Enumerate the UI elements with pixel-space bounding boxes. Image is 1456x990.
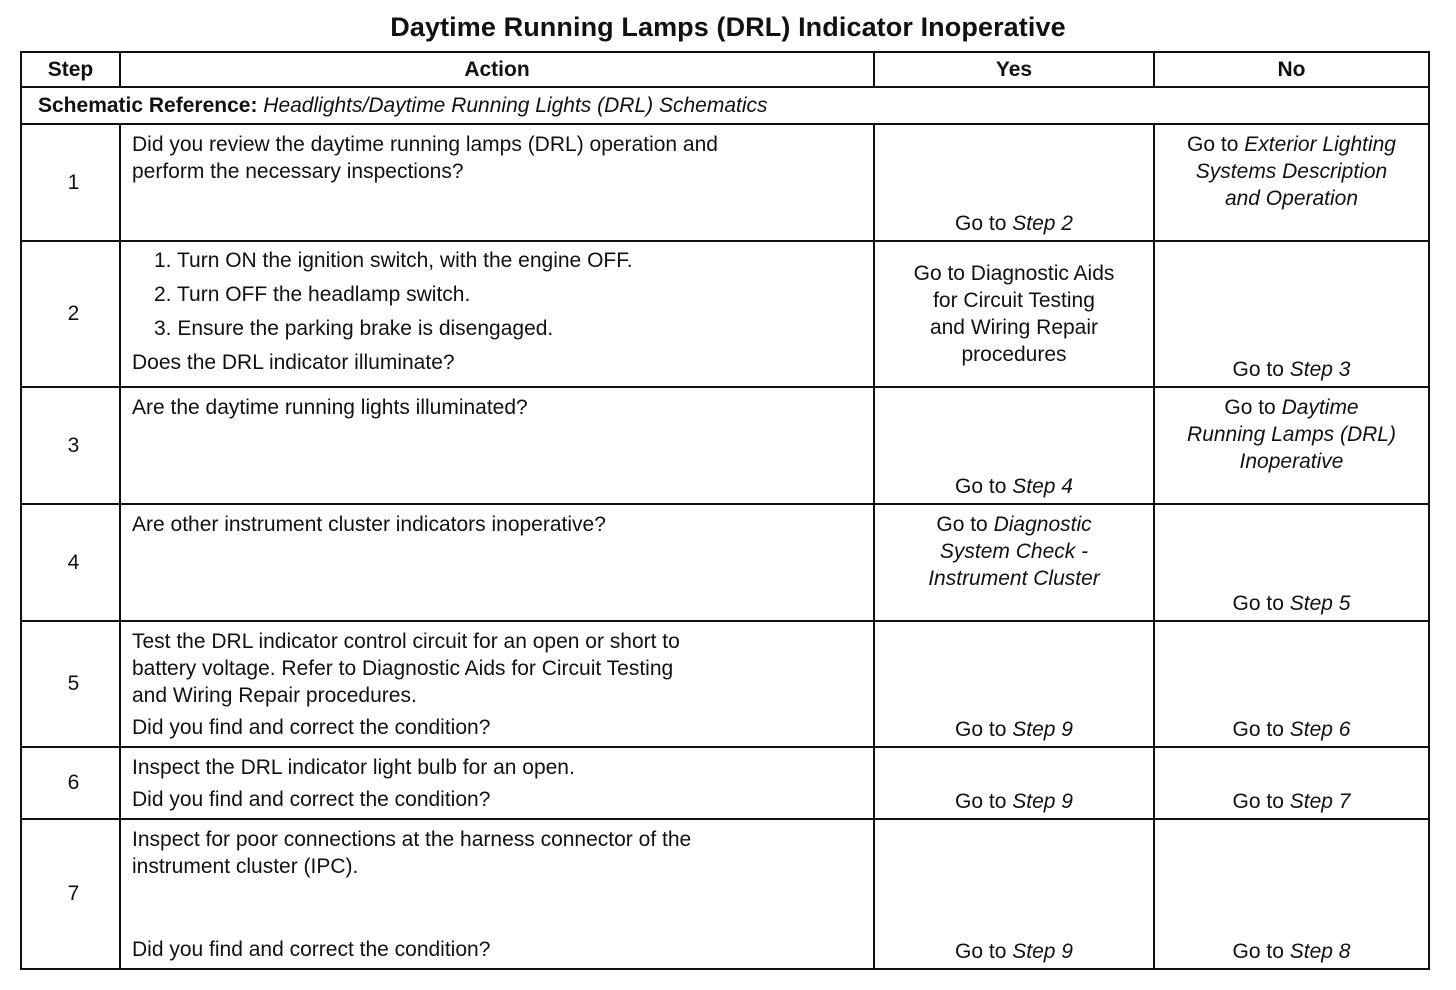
action-text: perform the necessary inspections? xyxy=(132,160,464,183)
yes-goto[interactable] xyxy=(875,212,1153,236)
goto-ref: Systems Description xyxy=(1195,160,1388,183)
goto-ref: Exterior Lighting xyxy=(1244,133,1396,156)
action-text: Test the DRL indicator control circuit for an open or short to xyxy=(132,630,680,653)
action-cell xyxy=(120,124,874,241)
step-number: 4 xyxy=(21,504,120,621)
yes-cell xyxy=(874,819,1154,969)
action-question: Does the DRL indicator illuminate? xyxy=(132,351,455,374)
action-question: Did you find and correct the condition? xyxy=(132,716,491,739)
action-text: Are other instrument cluster indicators inoperative? xyxy=(132,513,606,536)
yes-cell xyxy=(874,124,1154,241)
step-number: 1 xyxy=(21,124,120,241)
goto-ref: Running Lamps (DRL) xyxy=(1187,423,1396,446)
action-text: instrument cluster (IPC). xyxy=(132,855,359,878)
goto-ref: System Check - xyxy=(939,540,1089,563)
action-cell xyxy=(120,241,874,387)
goto-prefix: Go to xyxy=(955,212,1007,235)
no-cell xyxy=(1154,621,1429,747)
no-cell xyxy=(1154,241,1429,387)
goto-step-ref: Step 9 xyxy=(1012,790,1073,813)
schematic-reference-row xyxy=(21,87,1429,124)
goto-step-ref: Step 5 xyxy=(1289,592,1351,615)
yes-goto[interactable] xyxy=(875,475,1153,499)
action-text: Did you review the daytime running lamps (DRL) operation and xyxy=(132,133,718,156)
no-goto[interactable] xyxy=(1155,940,1428,964)
header-no: No xyxy=(1154,52,1429,87)
action-cell xyxy=(120,387,874,504)
step-number: 2 xyxy=(21,241,120,387)
goto-ref: Inoperative xyxy=(1239,450,1344,473)
yes-goto[interactable] xyxy=(875,718,1153,742)
procedure-step: 1. Turn ON the ignition switch, with the engine OFF. xyxy=(154,249,633,272)
goto-text: Go to Diagnostic Aids xyxy=(913,262,1115,285)
action-cell xyxy=(120,504,874,621)
goto-step-ref: Step 6 xyxy=(1289,718,1351,741)
goto-prefix: Go to xyxy=(955,475,1007,498)
no-goto[interactable] xyxy=(1155,592,1428,616)
goto-prefix: Go to xyxy=(1187,133,1239,156)
table-row xyxy=(21,747,1429,819)
goto-step-ref: Step 9 xyxy=(1012,718,1073,741)
goto-prefix: Go to xyxy=(1232,358,1284,381)
action-text: and Wiring Repair procedures. xyxy=(132,684,417,707)
yes-cell xyxy=(874,387,1154,504)
yes-goto[interactable] xyxy=(875,505,1153,592)
no-goto[interactable] xyxy=(1155,358,1428,382)
table-row xyxy=(21,387,1429,504)
table-row xyxy=(21,504,1429,621)
action-text: Inspect for poor connections at the harness connector of the xyxy=(132,828,692,851)
goto-step-ref: Step 7 xyxy=(1289,790,1351,813)
step-number: 3 xyxy=(21,387,120,504)
goto-prefix: Go to xyxy=(936,513,988,536)
no-cell xyxy=(1154,504,1429,621)
header-row xyxy=(21,52,1429,87)
goto-ref: Diagnostic xyxy=(993,513,1092,536)
no-goto[interactable] xyxy=(1155,790,1428,814)
goto-step-ref: Step 3 xyxy=(1289,358,1351,381)
step-number: 6 xyxy=(21,747,120,819)
goto-step-ref: Step 4 xyxy=(1012,475,1073,498)
no-goto[interactable] xyxy=(1155,125,1428,212)
action-question: Did you find and correct the condition? xyxy=(132,788,491,811)
goto-text: and Wiring Repair xyxy=(929,316,1099,339)
goto-text: procedures xyxy=(961,343,1067,366)
action-text: Inspect the DRL indicator light bulb for an open. xyxy=(132,756,575,779)
no-cell xyxy=(1154,747,1429,819)
action-cell xyxy=(120,819,874,969)
goto-prefix: Go to xyxy=(1232,940,1284,963)
no-goto[interactable] xyxy=(1155,718,1428,742)
goto-ref: Instrument Cluster xyxy=(928,567,1100,590)
yes-cell xyxy=(874,621,1154,747)
page-title: Daytime Running Lamps (DRL) Indicator Inoperative xyxy=(390,12,1066,42)
no-goto[interactable] xyxy=(1155,388,1428,475)
goto-ref: and Operation xyxy=(1224,187,1359,210)
no-cell xyxy=(1154,387,1429,504)
goto-step-ref: Step 9 xyxy=(1012,940,1073,963)
step-number: 7 xyxy=(21,819,120,969)
procedure-step: 3. Ensure the parking brake is disengaged. xyxy=(154,317,554,340)
goto-prefix: Go to xyxy=(1232,718,1284,741)
goto-prefix: Go to xyxy=(955,790,1007,813)
goto-prefix: Go to xyxy=(1232,790,1284,813)
goto-step-ref: Step 8 xyxy=(1289,940,1351,963)
goto-prefix: Go to xyxy=(955,718,1007,741)
header-action: Action xyxy=(120,52,874,87)
diagnostic-table xyxy=(20,51,1430,970)
yes-cell xyxy=(874,241,1154,387)
table-row xyxy=(21,241,1429,387)
goto-text: for Circuit Testing xyxy=(933,289,1095,312)
yes-cell xyxy=(874,747,1154,819)
no-cell xyxy=(1154,124,1429,241)
procedure-step: 2. Turn OFF the headlamp switch. xyxy=(154,283,471,306)
step-number: 5 xyxy=(21,621,120,747)
table-row xyxy=(21,819,1429,969)
yes-goto[interactable] xyxy=(875,242,1153,368)
action-question: Did you find and correct the condition? xyxy=(132,938,491,961)
schematic-reference-label: Schematic Reference: xyxy=(38,93,258,117)
goto-ref: Daytime xyxy=(1281,396,1359,419)
goto-prefix: Go to xyxy=(955,940,1007,963)
goto-prefix: Go to xyxy=(1224,396,1276,419)
table-row xyxy=(21,124,1429,241)
yes-cell xyxy=(874,504,1154,621)
goto-prefix: Go to xyxy=(1232,592,1284,615)
table-row xyxy=(21,621,1429,747)
action-text: battery voltage. Refer to Diagnostic Aids for Circuit Testing xyxy=(132,657,674,680)
action-cell xyxy=(120,747,874,819)
goto-step-ref: Step 2 xyxy=(1012,212,1073,235)
schematic-reference-link[interactable]: Headlights/Daytime Running Lights (DRL) Schematics xyxy=(263,93,768,117)
header-yes: Yes xyxy=(874,52,1154,87)
yes-goto[interactable] xyxy=(875,790,1153,814)
action-cell xyxy=(120,621,874,747)
action-text: Are the daytime running lights illuminated? xyxy=(132,396,528,419)
header-step: Step xyxy=(21,52,120,87)
schematic-reference xyxy=(21,87,1429,124)
yes-goto[interactable] xyxy=(875,940,1153,964)
no-cell xyxy=(1154,819,1429,969)
